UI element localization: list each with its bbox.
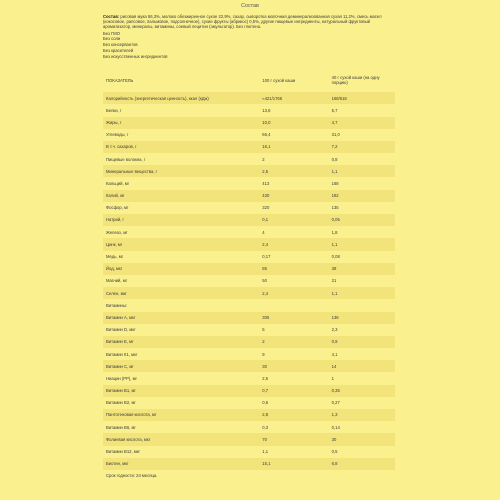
row-label: Пищевые волокна, г	[103, 153, 262, 165]
value-per-100g: 70	[262, 433, 331, 445]
claim-no-gmo: Без ГМО	[103, 30, 120, 36]
value-per-100g: 15,1	[262, 458, 331, 470]
value-per-100g: 2,4	[262, 287, 331, 299]
value-per-100g: 430	[262, 190, 331, 202]
row-label: Селен, мкг	[103, 287, 262, 299]
table-row	[103, 190, 395, 202]
value-per-100g: 10,0	[262, 117, 331, 129]
table-row	[103, 372, 395, 384]
table-row	[103, 458, 395, 470]
value-per-100g: 0,3	[262, 421, 331, 433]
value-per-serving: 182	[332, 190, 395, 202]
value-per-serving: 0,14	[332, 421, 395, 433]
value-per-serving: 2,3	[332, 324, 395, 336]
row-label: Жиры, г	[103, 117, 262, 129]
composition-body: рисовая мука 56,3%, молоко обезжиренное сухое 22,9%, сахар, сыворотка молочная деминерализованная сухая 11,2%, смесь масел (кокосовое, рапсовое, пальмовое, подсолнечное), сухие фрукты (абрикос) 0,5%, другие пищевые ингредиенты, натуральный фруктовый ароматизатор, минералы, витамины, соевый лецитин (эмульгатор). Без глютена.	[103, 13, 382, 30]
row-label: Ниацин (РР), мг	[103, 372, 262, 384]
value-per-100g: 2,5	[262, 372, 331, 384]
row-label: В т.ч. сахаров, г	[103, 141, 262, 153]
table-row	[103, 287, 395, 299]
value-per-100g: 0,1	[262, 214, 331, 226]
table-row	[103, 104, 395, 116]
value-per-serving: 0,08	[332, 251, 395, 263]
table-row	[103, 299, 395, 311]
value-per-serving: 4,1	[332, 348, 395, 360]
row-label: Магний, мг	[103, 275, 262, 287]
value-per-serving: 168	[332, 177, 395, 189]
row-label: Цинк, мг	[103, 238, 262, 250]
value-per-serving: 168/618	[332, 92, 395, 104]
value-per-100g: 13,6	[262, 104, 331, 116]
row-label: Витамин В6, мг	[103, 421, 262, 433]
table-row	[103, 251, 395, 263]
row-label: Витамин В1, мг	[103, 385, 262, 397]
value-per-100g: 2,4	[262, 238, 331, 250]
table-row	[103, 117, 395, 129]
table-row	[103, 348, 395, 360]
value-per-100g: 5	[262, 324, 331, 336]
row-label: Витамин С, мг	[103, 360, 262, 372]
page-title: Состав	[241, 3, 259, 9]
row-label: Медь, мг	[103, 251, 262, 263]
row-label: Биотин, мкг	[103, 458, 262, 470]
value-per-serving: 31,0	[332, 129, 395, 141]
value-per-100g: 2	[262, 153, 331, 165]
value-per-serving: 0,27	[332, 397, 395, 409]
table-row	[103, 177, 395, 189]
value-per-serving: 14	[332, 360, 395, 372]
value-per-serving: 38	[332, 263, 395, 275]
row-label: Пантотеновая кислота, мг	[103, 409, 262, 421]
value-per-100g: 66,4	[262, 129, 331, 141]
row-label: Железо, мг	[103, 226, 262, 238]
value-per-serving: 21	[332, 275, 395, 287]
value-per-serving: 1	[332, 372, 395, 384]
row-label: Витамин В12, мкг	[103, 446, 262, 458]
value-per-serving: 5,7	[332, 104, 395, 116]
row-label: Минеральные вещества, г	[103, 165, 262, 177]
row-label: Кальций, мг	[103, 177, 262, 189]
header-per-serving: 40 г сухой каши (на одну порцию)	[332, 68, 395, 92]
value-per-100g: 85	[262, 263, 331, 275]
table-row	[103, 397, 395, 409]
table-row	[103, 360, 395, 372]
claim-no-colorants: Без красителей	[103, 48, 134, 54]
value-per-100g: 413	[262, 177, 331, 189]
row-label: Витамин В2, мг	[103, 397, 262, 409]
row-label: Йод, мкг	[103, 263, 262, 275]
value-per-serving: 0,35	[332, 385, 395, 397]
claim-no-artificial: Без искусственных ингредиентов	[103, 53, 168, 59]
table-row	[103, 92, 395, 104]
value-per-100g: 0,7	[262, 385, 331, 397]
value-per-100g: 0,6	[262, 397, 331, 409]
composition-text	[103, 14, 397, 30]
value-per-serving: 136	[332, 312, 395, 324]
value-per-100g: 2	[262, 336, 331, 348]
shelf-life: Срок годности: 24 месяца.	[106, 472, 158, 478]
table-row	[103, 385, 395, 397]
value-per-100g: 4	[262, 226, 331, 238]
value-per-100g: ≈421/1766	[262, 92, 331, 104]
value-per-serving: 1,8	[332, 226, 395, 238]
value-per-serving: 1,1	[332, 287, 395, 299]
row-label: Витамин К1, мкг	[103, 348, 262, 360]
composition-label: Состав:	[103, 13, 120, 19]
table-header-row	[103, 68, 395, 92]
value-per-100g: 0,17	[262, 251, 331, 263]
value-per-serving: 6,8	[332, 458, 395, 470]
value-per-100g: 320	[262, 202, 331, 214]
row-label: Натрий, г	[103, 214, 262, 226]
value-per-serving: 4,7	[332, 117, 395, 129]
claim-no-salt: Без соли	[103, 36, 121, 42]
row-label: Витамины:	[103, 299, 262, 311]
table-row	[103, 238, 395, 250]
row-label: Витамин А, мкг	[103, 312, 262, 324]
table-row	[103, 153, 395, 165]
table-row	[103, 433, 395, 445]
value-per-serving: 0,05	[332, 214, 395, 226]
table-row	[103, 312, 395, 324]
value-per-100g: 305	[262, 312, 331, 324]
value-per-100g: 2,5	[262, 165, 331, 177]
value-per-serving: 0,9	[332, 336, 395, 348]
row-label: Белки, г	[103, 104, 262, 116]
row-label: Витамин Е, мг	[103, 336, 262, 348]
table-row	[103, 336, 395, 348]
value-per-serving: 135	[332, 202, 395, 214]
row-label: Фосфор, мг	[103, 202, 262, 214]
value-per-serving: 7,2	[332, 141, 395, 153]
row-label: Калий, мг	[103, 190, 262, 202]
table-row	[103, 165, 395, 177]
value-per-100g: 50	[262, 275, 331, 287]
header-indicator: ПОКАЗАТЕЛЬ	[103, 68, 262, 92]
claim-no-preservatives: Без консервантов	[103, 42, 138, 48]
value-per-100g: 1,1	[262, 446, 331, 458]
value-per-serving	[332, 299, 395, 311]
value-per-100g: 30	[262, 360, 331, 372]
table-row	[103, 214, 395, 226]
value-per-serving: 1,1	[332, 238, 395, 250]
table-row	[103, 129, 395, 141]
value-per-100g: 16,1	[262, 141, 331, 153]
row-label: Витамин D, мкг	[103, 324, 262, 336]
value-per-100g: 9	[262, 348, 331, 360]
table-row	[103, 421, 395, 433]
value-per-serving: 1,3	[332, 409, 395, 421]
value-per-serving: 0,5	[332, 446, 395, 458]
table-row	[103, 141, 395, 153]
table-row	[103, 226, 395, 238]
value-per-100g	[262, 299, 331, 311]
table-row	[103, 446, 395, 458]
row-label: Калорийность (энергетическая ценность), ккал (кДж)	[103, 92, 262, 104]
header-per-100g: 100 г сухой каши	[262, 68, 331, 92]
table-row	[103, 263, 395, 275]
row-label: Фолиевая кислота, мкг	[103, 433, 262, 445]
nutrition-table	[103, 68, 395, 470]
value-per-serving: 1,1	[332, 165, 395, 177]
value-per-100g: 2,8	[262, 409, 331, 421]
row-label: Углеводы, г	[103, 129, 262, 141]
table-row	[103, 202, 395, 214]
value-per-serving: 30	[332, 433, 395, 445]
table-row	[103, 324, 395, 336]
value-per-serving: 0,8	[332, 153, 395, 165]
table-row	[103, 275, 395, 287]
table-row	[103, 409, 395, 421]
